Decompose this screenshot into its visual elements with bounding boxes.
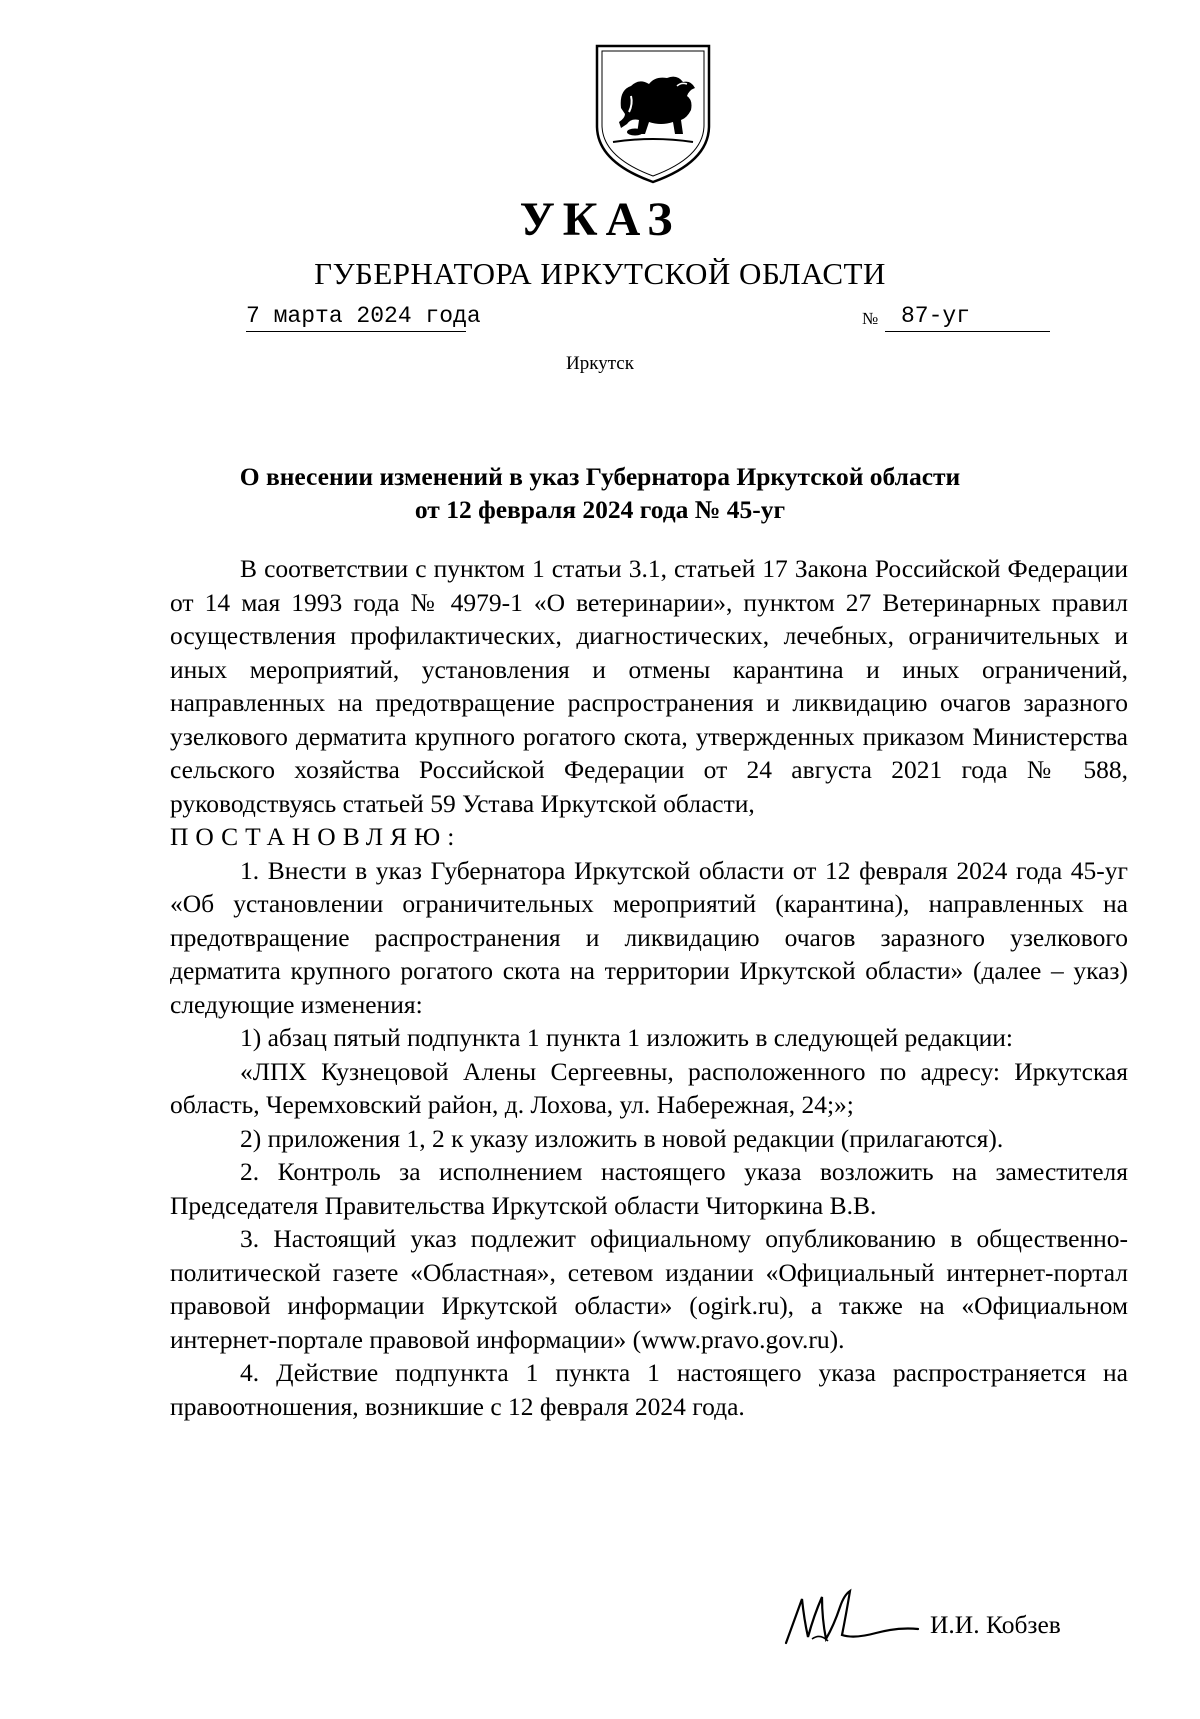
document-type-title: УКАЗ [519,193,681,246]
clause-paragraph: 1. Внести в указ Губернатора Иркутской области от 12 февраля 2024 года 45-уг «Об установлении ограничительных мероприятий (карантина), направленных на предотвращение распространения и ликвидацию очагов заразного узелкового дерматита крупного рогатого скота на территории Иркутской области» (далее – указ) следующие изменения: [170,855,1128,1019]
handwritten-signature-icon [780,1585,920,1655]
number-sign: № [862,309,879,328]
clause-paragraph: 3. Настоящий указ подлежит официальному опубликованию в общественно-политической газете «Областная», сетевом издании «Официальный интернет-портал правовой информации Иркутской области» (ogirk.ru), а также на «Официальном интернет-портале правовой информации» (www.pravo.gov.ru). [170,1224,1128,1354]
document-number-block [862,301,1052,331]
irkutsk-coat-of-arms-icon [591,38,715,188]
issuer-title: ГУБЕРНАТОРА ИРКУТСКОЙ ОБЛАСТИ [314,256,886,291]
resolution-keyword: ПОСТАНОВЛЯЮ: [170,822,462,851]
heading-line-2: от 12 февраля 2024 года № 45-уг [414,495,786,524]
heading-line-1: О внесении изменений в указ Губернатора Иркутской области [239,462,961,491]
clause-paragraph: «ЛПХ Кузнецовой Алены Сергеевны, расположенного по адресу: Иркутская область, Черемховский район, д. Лохова, ул. Набережная, 24;»; [170,1056,1128,1119]
clause-paragraph: 4. Действие подпункта 1 пункта 1 настоящего указа распространяется на правоотношения, возникшие с 12 февраля 2024 года. [170,1358,1128,1421]
clause-paragraph: 2) приложения 1, 2 к указу изложить в новой редакции (прилагаются). [240,1123,1004,1153]
clause-paragraph: 2. Контроль за исполнением настоящего указа возложить на заместителя Председателя Правительства Иркутской области Читоркина В.В. [170,1157,1128,1220]
document-date: 7 марта 2024 года [246,301,466,332]
document-number: 87-уг [885,301,1050,332]
preamble-paragraph: В соответствии с пунктом 1 статьи 3.1, статьей 17 Закона Российской Федерации от 14 мая 1993 года № 4979-1 «О ветеринарии», пунктом 27 Ветеринарных правил осуществления профилактических, диагностических, лечебных, ограничительных и иных мероприятий, установления и отмены карантина и иных ограничений, направленных на предотвращение распространения и ликвидацию очагов заразного узелкового дерматита крупного рогатого скота, утвержденных приказом Министерства сельского хозяйства Российской Федерации от 24 августа 2021 года № 588, руководствуясь статьей 59 Устава Иркутской области, [170,554,1128,818]
clause-paragraph: 1) абзац пятый подпункта 1 пункта 1 изложить в следующей редакции: [240,1023,1013,1052]
document-body [170,552,1128,1423]
document-heading [0,460,1200,526]
signer-name: И.И. Кобзев [930,1610,1061,1639]
issue-city: Иркутск [566,353,634,374]
